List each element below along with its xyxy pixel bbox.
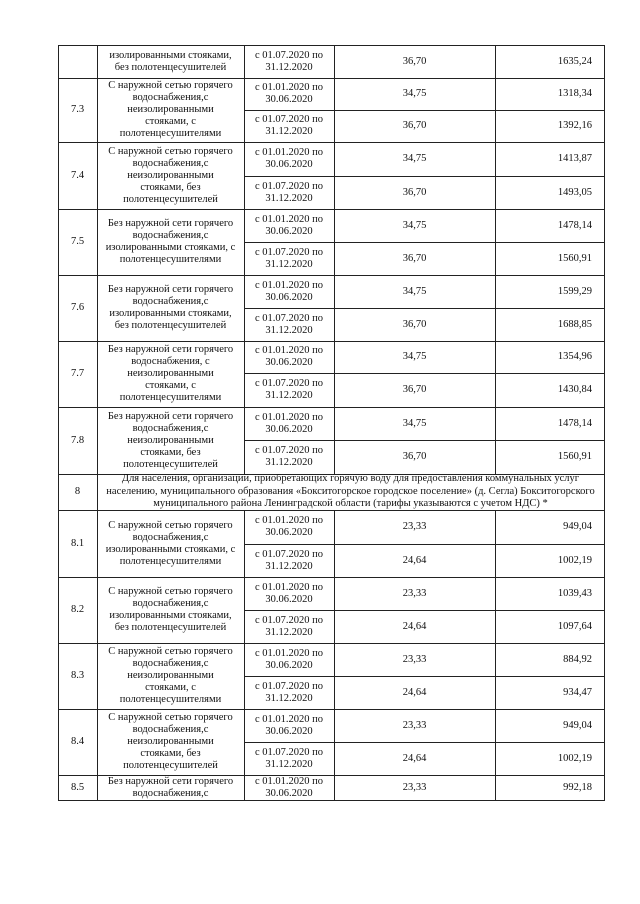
period: с 01.07.2020 по 31.12.2020 — [254, 312, 324, 336]
period: с 01.07.2020 по 31.12.2020 — [254, 548, 324, 572]
period-divider — [244, 676, 605, 677]
period: с 01.07.2020 по 31.12.2020 — [254, 680, 324, 704]
column-border — [244, 577, 245, 644]
row-border — [58, 800, 605, 801]
period: с 01.01.2020 по 30.06.2020 — [254, 147, 324, 170]
column-border — [97, 407, 98, 475]
column-border — [244, 775, 245, 801]
consumer-category: С наружной сетью горячего водоснабжения,с неизолированными стояками, с полотенцесушителями — [108, 646, 233, 705]
row-number: 8.3 — [70, 670, 85, 681]
period: с 01.07.2020 по 31.12.2020 — [254, 445, 324, 468]
consumer-category: Без наружной сети горячего водоснабжения,с изолированными стояками, без полотенцесушителей — [107, 284, 234, 331]
tariff-value: 34,75 — [402, 417, 427, 429]
period: с 01.01.2020 по 30.06.2020 — [254, 279, 324, 303]
period: с 01.01.2020 по 30.06.2020 — [254, 647, 324, 671]
column-border — [334, 709, 335, 776]
column-border — [244, 275, 245, 342]
row-number: 8 — [74, 486, 81, 497]
table-left-border — [58, 45, 59, 801]
column-border — [495, 407, 496, 475]
tariff-value: 23,33 — [402, 781, 427, 793]
period: с 01.07.2020 по 31.12.2020 — [254, 246, 324, 270]
period: с 01.07.2020 по 31.12.2020 — [254, 614, 324, 638]
column-border — [244, 341, 245, 408]
column-border — [334, 209, 335, 276]
price-value: 884,92 — [563, 653, 592, 665]
column-border — [334, 643, 335, 710]
consumer-category: С наружной сетью горячего водоснабжения,с неизолированными стояками, без полотенцесушителей — [108, 712, 233, 771]
consumer-category: С наружной сетью горячего водоснабжения,с неизолированными стояками, с полотенцесушителями — [108, 80, 233, 139]
consumer-category: Без наружной сети горячего водоснабжения, с неизолированными стояками, с полотенцесушителями — [107, 344, 234, 403]
column-border — [244, 510, 245, 578]
column-border — [97, 474, 98, 511]
tariff-value: 24,64 — [402, 686, 427, 698]
tariff-value: 36,70 — [402, 120, 427, 131]
tariff-value: 36,70 — [402, 186, 427, 198]
price-value: 1635,24 — [557, 55, 592, 67]
price-value: 1392,16 — [557, 120, 592, 131]
tariff-value: 34,75 — [402, 285, 427, 297]
tariff-value: 34,75 — [402, 219, 427, 231]
column-border — [97, 510, 98, 578]
column-border — [495, 45, 496, 79]
price-value: 992,18 — [563, 781, 592, 793]
column-border — [244, 407, 245, 475]
period-divider — [244, 242, 605, 243]
tariff-value: 34,75 — [402, 153, 427, 164]
period: с 01.07.2020 по 31.12.2020 — [254, 746, 324, 770]
tariff-value: 36,70 — [402, 384, 427, 395]
table-right-border — [604, 45, 605, 801]
column-border — [495, 275, 496, 342]
price-value: 1478,14 — [557, 417, 592, 429]
column-border — [334, 510, 335, 578]
column-border — [97, 341, 98, 408]
row-number: 7.7 — [70, 368, 85, 379]
column-border — [334, 142, 335, 210]
price-value: 1002,19 — [557, 752, 592, 764]
price-value: 1478,14 — [557, 219, 592, 231]
column-border — [97, 45, 98, 79]
period-divider — [244, 110, 605, 111]
period: с 01.01.2020 по 30.06.2020 — [254, 713, 324, 737]
tariff-value: 36,70 — [402, 252, 427, 264]
column-border — [244, 45, 245, 79]
period: с 01.01.2020 по 30.06.2020 — [254, 213, 324, 237]
consumer-category: Без наружной сети горячего водоснабжения,с неизолированными стояками, без полотенцесушителей — [107, 410, 234, 470]
price-value: 1560,91 — [557, 252, 592, 264]
row-number: 7.8 — [70, 434, 85, 446]
consumer-category: С наружной сетью горячего водоснабжения,с неизолированными стояками, без полотенцесушителей — [108, 145, 233, 205]
period-divider — [244, 544, 605, 545]
price-value: 1413,87 — [557, 153, 592, 164]
price-value: 1318,34 — [557, 88, 592, 99]
tariff-value: 36,70 — [402, 318, 427, 330]
tariff-value: 24,64 — [402, 554, 427, 566]
price-value: 1002,19 — [557, 554, 592, 566]
row-number: 7.3 — [70, 104, 85, 115]
column-border — [495, 643, 496, 710]
period: с 01.01.2020 по 30.06.2020 — [254, 581, 324, 605]
column-border — [244, 209, 245, 276]
section-description: Для населения, организаций, приобретающих горячую воду для предоставления коммунальных услуг населению, муниципального образования «Бокситогорское городское поселение» (д. Сегла) Бокситогорского муниципального района Ленинградской области (тарифы указываются с учетом НДС) * — [106, 474, 595, 510]
price-value: 1493,05 — [557, 186, 592, 198]
period: с 01.01.2020 по 30.06.2020 — [254, 82, 324, 105]
period-divider — [244, 373, 605, 374]
price-value: 1560,91 — [557, 451, 592, 462]
period: с 01.01.2020 по 30.06.2020 — [254, 345, 324, 368]
tariff-value: 34,75 — [402, 88, 427, 99]
column-border — [244, 709, 245, 776]
column-border — [97, 775, 98, 801]
column-border — [244, 78, 245, 143]
consumer-category: Без наружной сети горячего водоснабжения,с — [107, 775, 234, 799]
column-border — [334, 577, 335, 644]
price-value: 1430,84 — [557, 384, 592, 395]
tariff-value: 23,33 — [402, 521, 427, 532]
column-border — [97, 78, 98, 143]
price-value: 1354,96 — [557, 351, 592, 362]
column-border — [97, 209, 98, 276]
column-border — [244, 142, 245, 210]
consumer-category: С наружной сетью горячего водоснабжения,с изолированными стояками, с полотенцесушителями — [105, 519, 236, 567]
period: с 01.07.2020 по 31.12.2020 — [254, 180, 324, 204]
price-value: 1097,64 — [557, 620, 592, 632]
column-border — [334, 78, 335, 143]
period: с 01.01.2020 по 30.06.2020 — [254, 775, 324, 799]
period: с 01.01.2020 по 30.06.2020 — [254, 515, 324, 538]
period-divider — [244, 610, 605, 611]
column-border — [495, 709, 496, 776]
row-number: 8.1 — [70, 537, 85, 549]
column-border — [97, 142, 98, 210]
consumer-category: Без наружной сети горячего водоснабжения,с изолированными стояками, с полотенцесушителями — [105, 218, 236, 265]
period-divider — [244, 308, 605, 309]
row-number — [58, 45, 97, 78]
price-value: 1688,85 — [557, 318, 592, 330]
row-number: 8.4 — [70, 736, 85, 747]
column-border — [244, 643, 245, 710]
column-border — [495, 142, 496, 210]
period: с 01.07.2020 по 31.12.2020 — [254, 114, 324, 137]
price-value: 949,04 — [563, 719, 592, 731]
price-value: 1599,29 — [557, 285, 592, 297]
tariff-value: 23,33 — [402, 653, 427, 665]
period-divider — [244, 176, 605, 177]
row-number: 7.4 — [70, 169, 85, 181]
tariff-value: 24,64 — [402, 620, 427, 632]
tariff-value: 34,75 — [402, 351, 427, 362]
column-border — [334, 341, 335, 408]
column-border — [97, 709, 98, 776]
consumer-category: изолированными стояками, без полотенцесушителей — [109, 49, 232, 73]
column-border — [495, 775, 496, 801]
column-border — [495, 341, 496, 408]
tariff-value: 24,64 — [402, 752, 427, 764]
tariff-value: 36,70 — [402, 451, 427, 462]
price-value: 949,04 — [563, 521, 592, 532]
column-border — [334, 45, 335, 79]
tariff-value: 23,33 — [402, 587, 427, 599]
column-border — [334, 275, 335, 342]
period-divider — [244, 742, 605, 743]
tariff-value: 23,33 — [402, 719, 427, 731]
column-border — [495, 577, 496, 644]
price-value: 934,47 — [563, 686, 592, 698]
price-value: 1039,43 — [557, 587, 592, 599]
period: с 01.01.2020 по 30.06.2020 — [254, 411, 324, 435]
tariff-value: 36,70 — [402, 55, 427, 67]
period-divider — [244, 440, 605, 441]
row-number: 7.6 — [70, 302, 85, 313]
column-border — [97, 275, 98, 342]
period: с 01.07.2020 по 31.12.2020 — [254, 378, 324, 401]
column-border — [495, 209, 496, 276]
column-border — [334, 775, 335, 801]
column-border — [495, 78, 496, 143]
period: с 01.07.2020 по 31.12.2020 — [254, 49, 324, 73]
column-border — [334, 407, 335, 475]
row-number: 7.5 — [70, 236, 85, 247]
row-number: 8.2 — [70, 604, 85, 615]
column-border — [495, 510, 496, 578]
column-border — [97, 577, 98, 644]
column-border — [97, 643, 98, 710]
consumer-category: С наружной сетью горячего водоснабжения,с изолированными стояками, без полотенцесушителей — [108, 586, 233, 633]
row-number: 8.5 — [70, 781, 85, 793]
